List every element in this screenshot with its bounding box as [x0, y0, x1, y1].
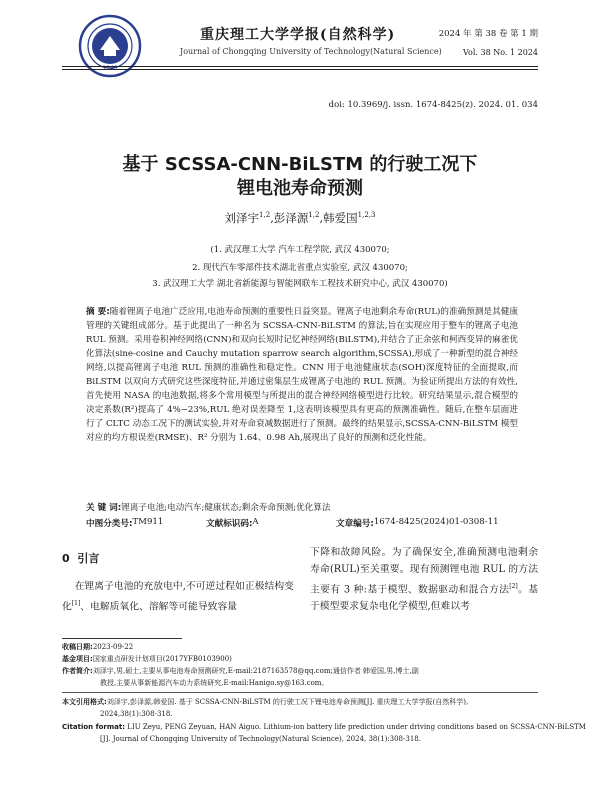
article-no-label: 文章编号: — [336, 519, 374, 529]
citation-ref: [1] — [71, 600, 81, 607]
footnote-fund: 基金项目:国家重点研发计划项目(2017YFB0103900) — [62, 655, 232, 663]
body-text: 下降和故障风险。为了确保安全,准确预测电池剩余寿命(RUL)至关重要。现有预测锂电池 RUL 的方法主要有 3 种:基于模型、数据驱动和混合方法 — [310, 547, 538, 596]
journal-name-en: Journal of Chongqing University of Technology(Natural Science) — [180, 47, 442, 56]
author-affil-sup: 1,2,3 — [357, 211, 376, 220]
citation-rule — [62, 692, 538, 693]
logo-year: 1940 — [102, 65, 118, 72]
body-text: 、电解质氧化、溶解等可能导致容量 — [80, 601, 238, 613]
header-rule-thin — [62, 69, 538, 70]
affiliation-2: 2. 现代汽车零部件技术湖北省重点实验室, 武汉 430070; — [192, 263, 408, 273]
paper-title-line1: 基于 SCSSA-CNN-BiLSTM 的行驶工况下 — [122, 154, 478, 175]
citation-ref: [2] — [509, 583, 518, 590]
author-affil-sup: 1,2 — [259, 211, 271, 220]
body-text: 在锂离子电池的充放电中,不可逆过程如正极结构变化 — [62, 581, 294, 613]
citation-cn: 本文引用格式:刘泽宇,彭泽源,韩爱国. 基于 SCSSA-CNN-BiLSTM 的行驶工况下锂电池寿命预测[J]. 重庆理工大学学报(自然科学), — [62, 698, 469, 706]
article-no-value: 1674-8425(2024)01-0308-11 — [373, 517, 499, 527]
footnote-rule — [62, 638, 182, 639]
body-column-right — [310, 544, 538, 615]
affiliation-1: (1. 武汉理工大学 汽车工程学院, 武汉 430070; — [210, 245, 390, 255]
author-name: 韩爱国 — [323, 211, 358, 225]
doi[interactable]: doi: 10.3969/j. issn. 1674-8425(z). 2024. 01. 034 — [328, 100, 538, 110]
citation-en-cont: [J]. Journal of Chongqing University of Technology(Natural Science), 2024, 38(1):308-318. — [100, 735, 421, 743]
body-text: 。基于模型要求复杂电化学模型,但难以考 — [310, 584, 539, 613]
keywords-label: 关 键 词: — [86, 503, 122, 513]
footnote-author-cont: 教授,主要从事新能源汽车动力系统研究,E-mail:Hanigo.sy@163.com。 — [100, 679, 329, 687]
paper-title-line2: 锂电池寿命预测 — [237, 178, 363, 199]
clc-value: TM911 — [132, 517, 164, 527]
citation-en: Citation format: LIU Zeyu, PENG Zeyuan, HAN Aiguo. Lithium-ion battery life prediction under driving conditions based on SCSSA-CNN-BiLSTM — [62, 723, 586, 731]
affiliation-3: 3. 武汉理工大学 湖北省新能源与智能网联车工程技术研究中心, 武汉 430070) — [152, 279, 448, 289]
author-name: 彭泽源 — [273, 211, 309, 225]
abstract — [86, 305, 518, 445]
footnote-author: 作者简介:刘泽宇,男,硕士,主要从事电池寿命预测研究,E-mail:2187163578@qq.com;通信作者 韩爱国,男,博士,副 — [62, 667, 419, 675]
section-heading — [62, 550, 99, 566]
section-number: 0 — [62, 552, 70, 565]
footnote-received: 收稿日期:2023-09-22 — [62, 643, 134, 651]
journal-name-cn: 重庆理工大学学报(自然科学) — [200, 27, 396, 43]
doc-code-value: A — [252, 517, 259, 527]
doc-code-label: 文献标识码: — [206, 519, 253, 529]
abstract-label: 摘 要: — [86, 307, 110, 317]
authors: 刘泽宇$^{1,2}$,彭泽源$^{1,2}$,韩爱国$^{1,2,3}$ — [224, 211, 376, 225]
section-title: 引言 — [77, 552, 100, 565]
abstract-text: 随着锂离子电池广泛应用,电池寿命预测的重要性日益突显。锂离子电池剩余寿命(RUL)的准确预测是其健康管理的关键组成部分。基于此提出了一种名为 SCSSA-CNN-BiLSTM 的算法,旨在实现应用于整车的锂离子电池 RUL 预测。采用卷积神经网络(CNN)和双向长短时记忆神经网络(BiLSTM),并结合了正余弦和柯西变异的麻雀优化算法(sine-cosine and Cauchy mutation sparrow search algorithm,SCSSA),形成了一种新型的混合神经网络,以提高锂离子电池 RUL 预测的准确性和稳定性。CNN 用于电池健康状态(SOH)深度特征的全面提取,而 BiLSTM 以双向方式研究这些深度特征,并通过密集层生成锂离子电池的 RUL 预测。为验证所提出方法的有效性,首先使用 NASA 的电池数据,将多个常用模型与所提出的混合神经网络模型进行比较。研究结果显示,混合模型的决定系数(R²)提高了 4%~23%,RUL 绝对误差降至 1,这表明该模型具有更高的预测准确性。随后,在整车层面进行了 CLTC 动态工况下的测试实验,并对寿命衰减数据进行了预测。最终的结果显示,SCSSA-CNN-BiLSTM 模型对应的均方根误差(RMSE)、R² 分别为 1.64、0.98 Ah,展现出了良好的预测和泛化性能。 — [86, 307, 518, 443]
issue-info-cn: 2024 年 第 38 卷 第 1 期 — [438, 29, 538, 39]
author-name: 刘泽宇 — [224, 211, 260, 225]
keywords — [86, 501, 518, 513]
issue-info-en: Vol. 38 No. 1 2024 — [463, 48, 538, 57]
clc-label: 中图分类号: — [86, 519, 133, 529]
header-rule — [62, 66, 538, 67]
journal-header — [0, 0, 600, 96]
body-column-left — [62, 578, 294, 615]
author-affil-sup: 1,2 — [308, 211, 320, 220]
citation-cn-cont: 2024,38(1):308-318. — [100, 710, 173, 718]
keywords-text: 锂离子电池;电动汽车;健康状态;剩余寿命预测;优化算法 — [121, 503, 331, 513]
